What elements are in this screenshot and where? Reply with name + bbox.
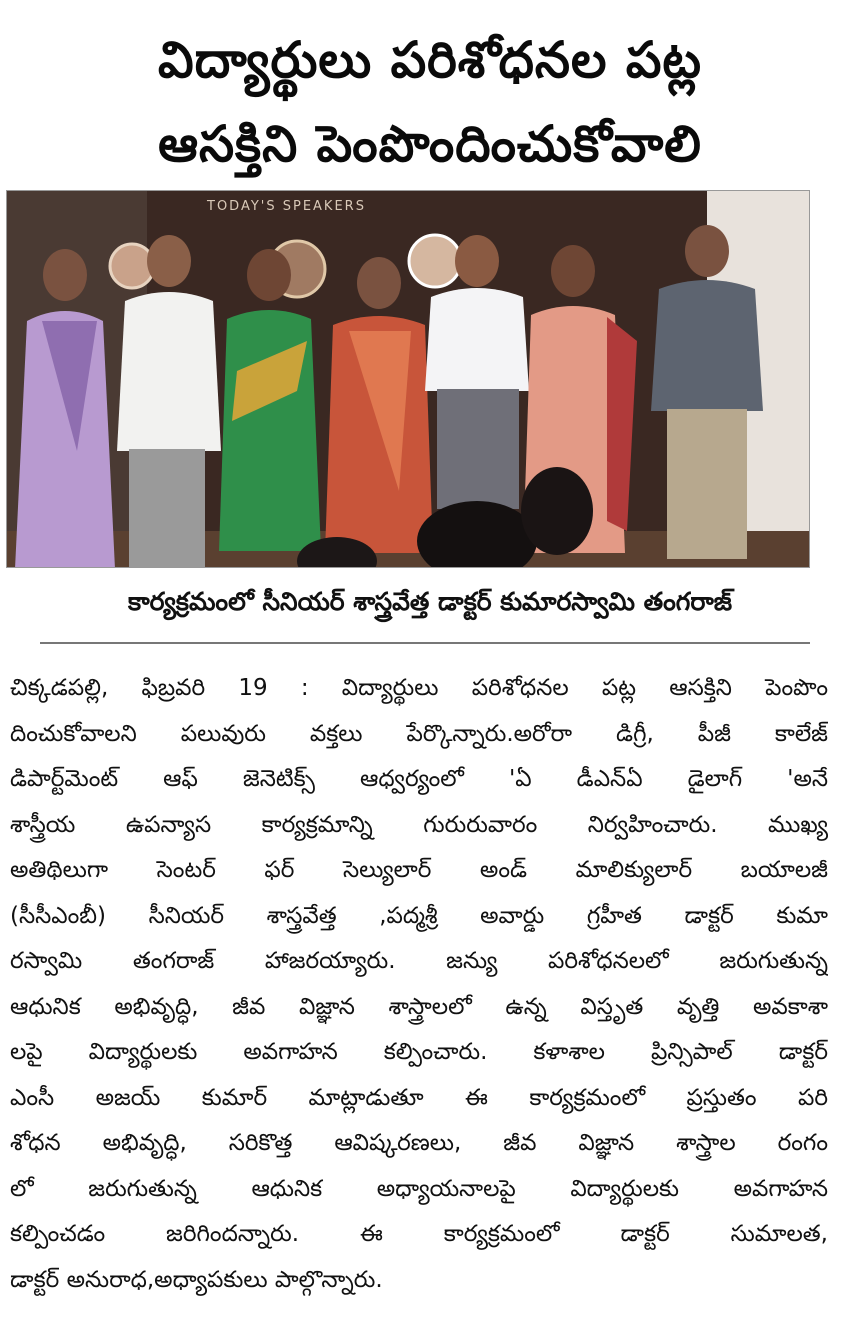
article-line-1: చిక్కడపల్లి, ఫిబ్రవరి 19 : విద్యార్థులు పరిశోధనల పట్ల ఆసక్తిని పెంపొం bbox=[10, 675, 828, 701]
article-line-8: ఆధునిక అభివృద్ధి, జీవ విజ్ఞాన శాస్త్రాలలో ఉన్న విస్తృత వృత్తి అవకాశా bbox=[10, 993, 828, 1020]
article-line-14: డాక్టర్ అనురాధ,అధ్యాపకులు పాల్గొన్నారు. bbox=[10, 1266, 383, 1293]
article-line-13: కల్పించడం జరిగిందన్నారు. ఈ కార్యక్రమంలో డాక్టర్ సుమాలత, bbox=[10, 1221, 828, 1247]
article-line-4: శాస్త్రీయ ఉపన్యాస కార్యక్రమాన్ని గురురువారం నిర్వహించారు. ముఖ్య bbox=[10, 811, 828, 838]
article-line-2: దించుకోవాలని పలువురు వక్తలు పేర్కొన్నారు.అరోరా డిగ్రీ, పీజీ కాలేజ్ bbox=[10, 720, 828, 747]
headline bbox=[0, 18, 860, 186]
article-line-10: ఎంసీ అజయ్ కుమార్ మాట్లాడుతూ ఈ కార్యక్రమంలో ప్రస్తుతం పరి bbox=[10, 1084, 828, 1111]
article-line-7: రస్వామి తంగరాజ్ హాజరయ్యారు. జన్యు పరిశోధనలలో జరుగుతున్న bbox=[10, 948, 828, 974]
article-line-12: లో జరుగుతున్న ఆధునిక అధ్యాయనాలపై విద్యార్థులకు అవగాహన bbox=[10, 1175, 828, 1202]
news-photo bbox=[6, 190, 810, 568]
banner-text: TODAY'S SPEAKERS bbox=[207, 199, 366, 214]
article-line-3: డిపార్ట్‌మెంట్ ఆఫ్ జెనెటిక్స్ ఆధ్వర్యంలో 'ఏ డీఎన్ఏ డైలాగ్ 'అనే bbox=[10, 766, 828, 792]
article-body bbox=[10, 666, 828, 1303]
divider bbox=[40, 642, 810, 644]
headline-line-2: ఆసక్తిని పెంపొందించుకోవాలి bbox=[158, 115, 702, 173]
article-line-6: (సీసీఎంబీ) సీనియర్ శాస్త్రవేత్త ,పద్మశ్రీ అవార్డు గ్రహీత డాక్టర్ కుమా bbox=[10, 902, 828, 929]
photo-illustration bbox=[7, 191, 810, 568]
article-line-9: లపై విద్యార్థులకు అవగాహన కల్పించారు. కళాశాల ప్రిన్సిపాల్ డాక్టర్ bbox=[10, 1039, 828, 1065]
photo-caption: కార్యక్రమంలో సీనియర్ శాస్త్రవేత్త డాక్టర్ కుమారస్వామి తంగరాజ్ bbox=[127, 587, 733, 616]
article-line-11: శోధన అభివృద్ధి, సరికొత్త ఆవిష్కరణలు, జీవ విజ్ఞాన శాస్త్రాల రంగం bbox=[10, 1130, 828, 1156]
headline-line-1: విద్యార్థులు పరిశోధనల పట్ల bbox=[158, 31, 702, 89]
article-line-5: అతిథిలుగా సెంటర్ ఫర్ సెల్యులార్ అండ్ మాలిక్యులార్ బయాలజీ bbox=[10, 857, 828, 883]
